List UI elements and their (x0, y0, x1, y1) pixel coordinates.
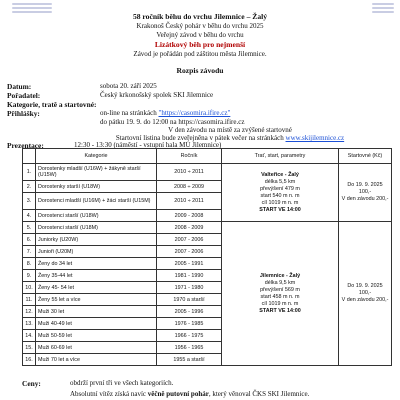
row-year: 1970 a starší (157, 294, 222, 306)
doc-subtitle-cup: Krakonoš Český pohár v běhu do vrchu 2025 (136, 22, 264, 30)
prizes-line2-prefix: Absolutní vítěz získá navíc (70, 390, 147, 398)
row-year: 1956 - 1965 (157, 342, 222, 354)
row-no: 13. (23, 318, 36, 330)
row-category: Ženy do 34 let (36, 258, 157, 270)
row-year: 1971 - 1980 (157, 282, 222, 294)
row-no: 12. (23, 306, 36, 318)
fee-jilemnice (339, 222, 392, 366)
prizes-trophy: věčně putovní pohár (147, 390, 209, 398)
table-row (23, 164, 392, 181)
row-no: 4. (23, 210, 36, 222)
track-jilemnice (222, 222, 339, 366)
track1-start-time: START VE 14:00 (259, 206, 301, 213)
startlist-note-prefix: Startovní listina bude zveřejněna v pátek večer na stránkách (115, 134, 284, 142)
prizes-line2-suffix: , který věnoval ČKS SKI Jilemnice. (208, 390, 310, 398)
row-no: 2. (23, 181, 36, 193)
track1-finish-alt: cíl 1019 m n. m (261, 199, 299, 206)
row-no: 16. (23, 354, 36, 366)
row-year: 1976 - 1985 (157, 318, 222, 330)
row-year: 2008 ÷ 2009 (157, 181, 222, 193)
track2-length: délka 9,5 km (264, 279, 296, 286)
fee2-raceday: V den závodu 200,- (341, 297, 389, 303)
presentation-label: Prezentace: (7, 141, 44, 150)
categories-heading: Kategorie, tratě a startovné: (7, 100, 97, 109)
track2-climb: převýšení 569 m (260, 286, 300, 293)
registration-deadline: do pátku 19. 9. do 12:00 na https://casomira.ifire.cz (100, 118, 245, 126)
startlist-link[interactable]: www.skijilemnice.cz (285, 134, 345, 142)
prizes-line2 (70, 390, 309, 398)
row-no: 11. (23, 294, 36, 306)
track1-start-alt: start 540 m n. m (260, 192, 300, 199)
row-category: Ženy 35-44 let (36, 270, 157, 282)
row-category: Dorostenky mladší (U16W) + žákyně starší (U15W) (36, 164, 157, 181)
row-category: Ženy 45- 54 let (36, 282, 157, 294)
row-year: 1966 - 1975 (157, 330, 222, 342)
row-category: Dorostenky starší (U18W) (36, 181, 157, 193)
row-year: 2007 - 2006 (157, 234, 222, 246)
row-category: Muži 30 let (36, 306, 157, 318)
fee1-early: Do 19. 9. 2025 100,- (347, 182, 383, 195)
row-no: 3. (23, 193, 36, 210)
row-no: 15. (23, 342, 36, 354)
prizes-line1: obdrží první tři ve všech kategoriích. (70, 379, 174, 387)
row-year: 2008 - 2009 (157, 222, 222, 234)
track2-start-time: START VE 14:00 (259, 307, 301, 314)
row-category: Muži 40-49 let (36, 318, 157, 330)
row-year: 2005 - 1996 (157, 306, 222, 318)
row-year: 2010 ÷ 2011 (157, 193, 222, 210)
track2-name: Jilemnice - Žalý (259, 272, 301, 279)
doc-subtitle-public: Veřejný závod v běhu do vrchu (156, 31, 244, 39)
track2-finish-alt: cíl 1019 m n. m (261, 300, 299, 307)
row-year: 1955 a starší (157, 354, 222, 366)
table-header-fee: Startovné (Kč) (339, 149, 392, 164)
row-year: 2010 ÷ 2011 (157, 164, 222, 181)
row-category: Dorostenci starší (U18M) (36, 222, 157, 234)
organizer-value: Český krkonošský spolek SKI Jilemnice (100, 91, 214, 99)
track-valterice (222, 164, 339, 222)
presentation-value: 12:30 - 13:30 (náměstí - vstupní hala MÚ Jilemnice) (74, 141, 222, 149)
table-header-row (23, 149, 392, 164)
row-year: 2007 - 2006 (157, 246, 222, 258)
doc-title: 58 ročník běhu do vrchu Jilemnice – Žalý (132, 12, 268, 21)
row-no: 7. (23, 246, 36, 258)
registration-web (100, 109, 230, 117)
row-category: Muži 50-59 let (36, 330, 157, 342)
row-no: 6. (23, 234, 36, 246)
prizes-label: Ceny: (22, 379, 41, 388)
registration-onsite: V den závodu na místě za zvýšené startovné (168, 126, 292, 134)
track1-name: Valteřice - Žalý (261, 171, 299, 178)
row-category: Junioři (U20M) (36, 246, 157, 258)
registration-web-prefix: on-line na stránkách (100, 109, 157, 117)
date-value: sobota 20. září 2025 (100, 82, 157, 90)
row-no: 14. (23, 330, 36, 342)
fee1-raceday: V den závodu 200,- (341, 196, 389, 202)
registration-label: Přihlášky: (7, 109, 40, 118)
organizer-label: Pořadatel: (7, 91, 41, 100)
row-category: Muži 60-69 let (36, 342, 157, 354)
categories-table (22, 148, 392, 366)
row-year: 2005 - 1991 (157, 258, 222, 270)
row-category: Dorostenci starší (U18W) (36, 210, 157, 222)
table-header-no (23, 149, 36, 164)
doc-patronage: Závod je pořádán pod záštitou města Jilemnice. (133, 50, 267, 58)
track2-start-alt: start 458 m n. m (260, 293, 300, 300)
doc-subtitle-kids: Lizátkový běh pro nejmenší (154, 40, 246, 49)
row-category: Juniorky (U20W) (36, 234, 157, 246)
track1-climb: převýšení 479 m (260, 185, 300, 192)
registration-web-link[interactable]: "https://casomira.ifire.cz" (158, 109, 231, 117)
row-category: Ženy 55 let a více (36, 294, 157, 306)
fee-valterice (339, 164, 392, 222)
track1-length: délka 5,5 km (264, 178, 296, 185)
table-header-track: Trať, start, parametry (222, 149, 339, 164)
table-header-category: Kategorie (36, 149, 157, 164)
table-header-year: Ročník (157, 149, 222, 164)
table-row (23, 222, 392, 234)
date-label: Datum: (7, 82, 32, 91)
row-no: 5. (23, 222, 36, 234)
row-year: 2009 - 2008 (157, 210, 222, 222)
section-heading: Rozpis závodu (176, 66, 224, 75)
row-no: 8. (23, 258, 36, 270)
row-no: 1. (23, 164, 36, 181)
row-category: Dorostenci mladší (U16M) + žáci starší (U15M) (36, 193, 157, 210)
fee2-early: Do 19. 9. 2025 100,- (347, 283, 383, 296)
row-year: 1981 - 1990 (157, 270, 222, 282)
row-no: 9. (23, 270, 36, 282)
row-category: Muži 70 let a více (36, 354, 157, 366)
row-no: 10. (23, 282, 36, 294)
